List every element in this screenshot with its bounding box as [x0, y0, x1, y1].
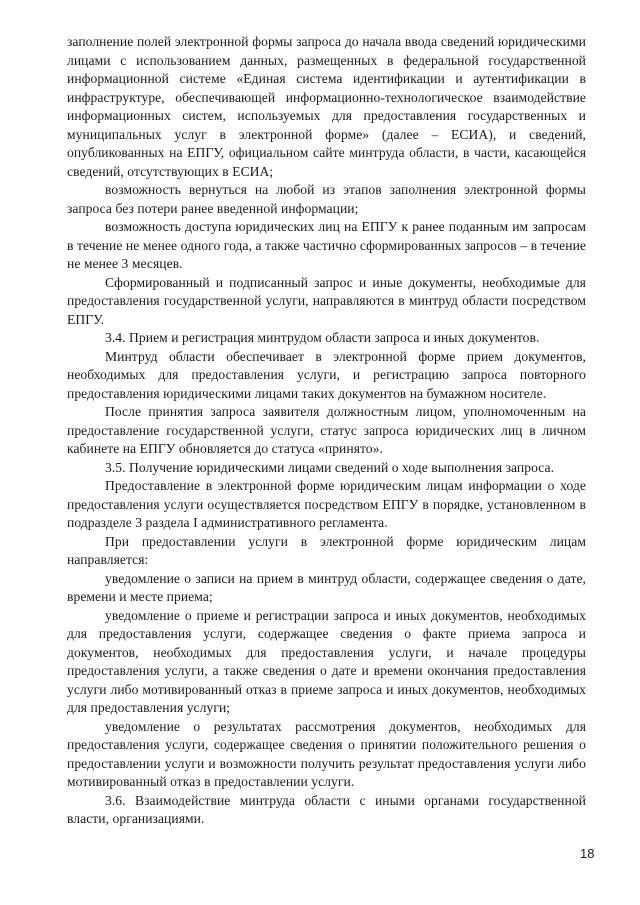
paragraph-access-requests: возможность доступа юридических лиц на ЕПГУ к ранее поданным им запросам в течение не менее одного года, а также частично сформированных запросов – в течение не менее 3 месяцев.: [67, 219, 586, 271]
paragraph-notification-registration: уведомление о приеме и регистрации запроса и иных документов, необходимых для предоставления услуги, содержащее сведения о факте приема запроса и документов, необходимых для предоставления услуги, и начале процедуры предоставления услуги, а также сведения о дате и времени окончания предоставления услуги либо мотивированный отказ в приеме запроса и иных документов, необходимых для предоставления услуги;: [67, 607, 586, 715]
paragraph-notifications-intro: При предоставлении услуги в электронной форме юридическим лицам направляется:: [67, 533, 586, 567]
paragraph-reception: Минтруд области обеспечивает в электронной форме прием документов, необходимых для предоставления услуги, и регистрацию запроса повторного предоставления юридическими лицами таких документов на бумажном носителе.: [67, 348, 586, 401]
paragraph-esia-fill: заполнение полей электронной формы запроса до начала ввода сведений юридическими лицами с использованием данных, размещенных в федеральной государственной информационной системе «Единая система идентификации и аутентификации в инфраструктуре, обеспечивающей информационно-технологическое взаимодействие информационных систем, используемых для предоставления государственных и муниципальных услуг в электронной форме» (далее – ЕСИА), и сведений, опубликованных на ЕПГУ, официальном сайте минтруда области, в части, касающейся сведений, отсутствующих в ЕСИА;: [67, 34, 586, 179]
paragraph-notification-results: уведомление о результатах рассмотрения документов, необходимых для предоставления услуги, содержащее сведения о принятии положительного решения о предоставлении услуги и возможности получить результат предоставления услуги либо мотивированный отказ в предоставлении услуги.: [67, 718, 586, 789]
section-heading-3-5: 3.5. Получение юридическими лицами сведений о ходе выполнения запроса.: [105, 459, 555, 475]
page-number: 18: [580, 846, 595, 861]
paragraph-return-to-step: возможность вернуться на любой из этапов заполнения электронной формы запроса без потери ранее введенной информации;: [67, 182, 586, 216]
document-body: [67, 33, 586, 829]
paragraph-submission: Сформированный и подписанный запрос и иные документы, необходимые для предоставления государственной услуги, направляются в минтруд области посредством ЕПГУ.: [67, 274, 586, 327]
paragraph-progress-info: Предоставление в электронной форме юридическим лицам информации о ходе предоставления услуги осуществляется посредством ЕПГУ в порядке, установленном в подразделе 3 раздела I административного регламента.: [67, 478, 586, 530]
paragraph-notification-appointment: уведомление о записи на прием в минтруд области, содержащее сведения о дате, времени и месте приема;: [67, 570, 586, 604]
paragraph-status-accepted: После принятия запроса заявителя должностным лицом, уполномоченным на предоставление государственной услуги, статус запроса юридических лиц в личном кабинете на ЕПГУ обновляется до статуса «принято».: [67, 404, 586, 456]
section-heading-3-6: 3.6. Взаимодействие минтруда области с иными органами государственной власти, организациями.: [67, 792, 586, 826]
section-heading-3-4: 3.4. Прием и регистрация минтрудом области запроса и иных документов.: [105, 330, 540, 345]
